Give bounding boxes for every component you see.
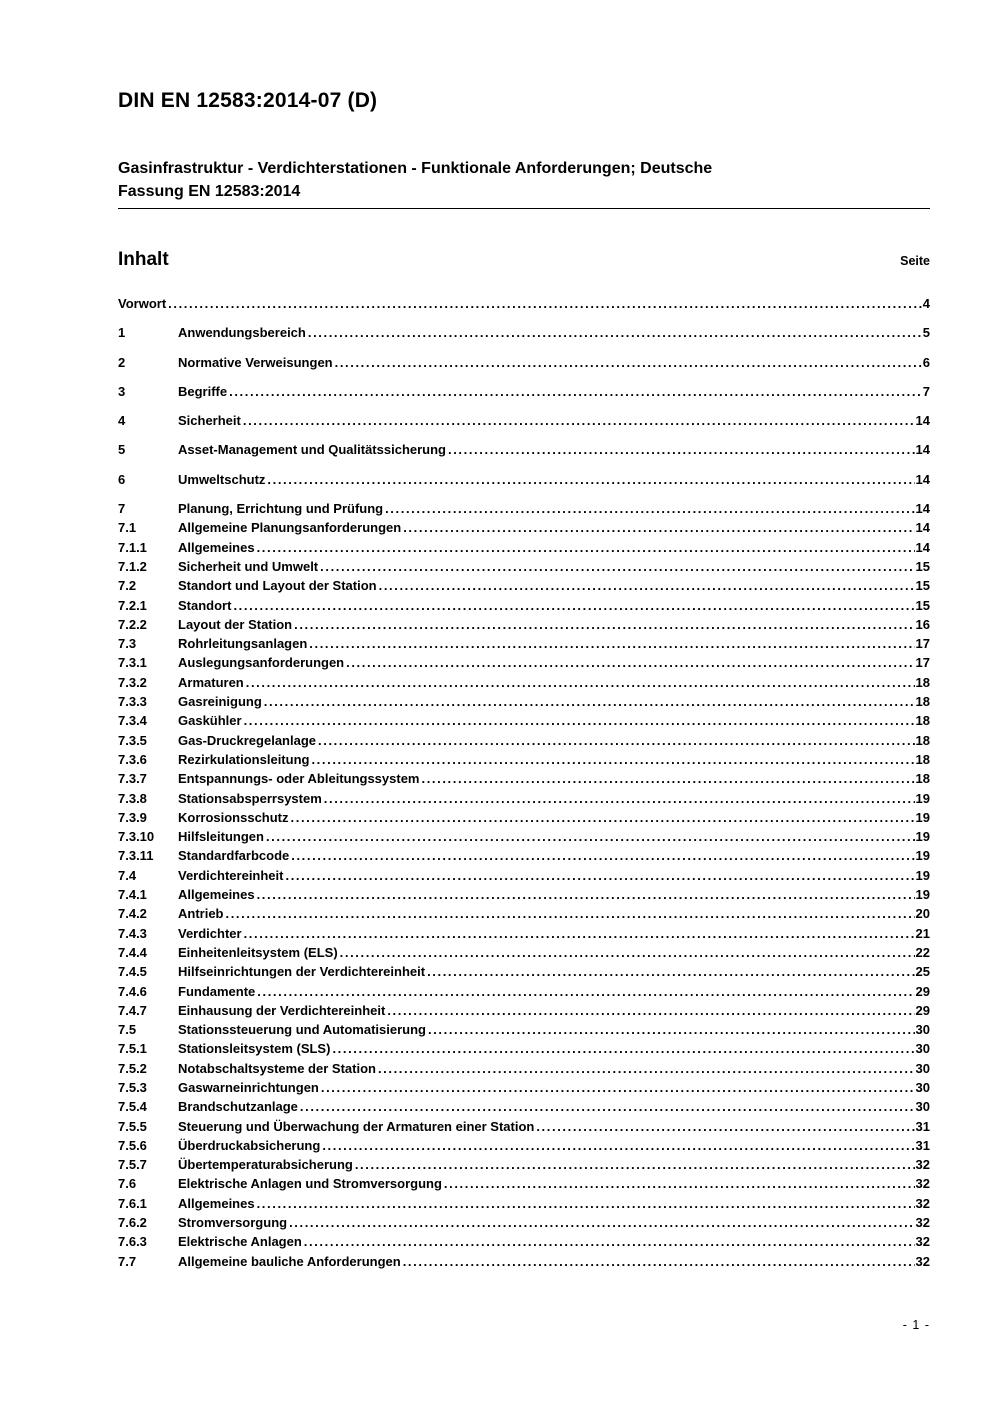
toc-entry-title: Asset-Management und Qualitätssicherung <box>178 442 446 458</box>
toc-dot-leader <box>428 1020 915 1039</box>
toc-dot-leader <box>243 411 915 430</box>
toc-entry-page: 18 <box>915 694 930 710</box>
page-number-footer: - 1 - <box>902 1318 930 1332</box>
toc-list <box>118 294 930 1271</box>
toc-entry-number: 7.1.1 <box>118 539 147 555</box>
toc-entry-number: 7.2.2 <box>118 616 147 632</box>
toc-entry-title: Rohrleitungsanlagen <box>178 636 308 652</box>
document-title: DIN EN 12583:2014-07 (D) <box>118 89 378 112</box>
document-subtitle <box>118 157 930 203</box>
toc-entry-title: Allgemeines <box>178 1195 255 1211</box>
toc-entry-number: 7.4.4 <box>118 944 147 960</box>
toc-entry <box>118 1252 930 1271</box>
toc-entry-title: Brandschutzanlage <box>178 1099 298 1115</box>
toc-entry-number: 7.5 <box>118 1022 137 1038</box>
toc-entry <box>118 294 930 313</box>
toc-entry-number: 3 <box>118 383 126 399</box>
toc-header <box>118 248 930 271</box>
toc-entry-page: 14 <box>915 501 930 517</box>
toc-entry-number: 5 <box>118 442 126 458</box>
toc-entry <box>118 499 930 518</box>
toc-entry-title: Allgemeine bauliche Anforderungen <box>178 1253 401 1269</box>
toc-entry-title: Einhausung der Verdichtereinheit <box>178 1002 386 1018</box>
toc-entry-page: 14 <box>915 539 930 555</box>
toc-entry <box>118 634 930 653</box>
toc-entry-page: 19 <box>915 867 930 883</box>
toc-entry-page: 19 <box>915 790 930 806</box>
toc-dot-leader <box>257 885 915 904</box>
toc-entry <box>118 1020 930 1039</box>
toc-dot-leader <box>311 750 914 769</box>
toc-entry-title: Anwendungsbereich <box>178 325 306 341</box>
toc-entry-title: Begriffe <box>178 383 228 399</box>
toc-entry-page: 29 <box>915 983 930 999</box>
toc-entry-title: Allgemeines <box>178 539 255 555</box>
toc-dot-leader <box>340 943 915 962</box>
toc-entry-page: 14 <box>915 520 930 536</box>
toc-entry <box>118 576 930 595</box>
toc-entry <box>118 323 930 342</box>
toc-entry-page: 30 <box>915 1079 930 1095</box>
toc-entry <box>118 827 930 846</box>
toc-entry-number: 7.4.1 <box>118 887 147 903</box>
toc-entry-number: 7.3.1 <box>118 655 147 671</box>
toc-dot-leader <box>403 518 914 537</box>
toc-entry <box>118 1194 930 1213</box>
toc-dot-leader <box>257 1194 915 1213</box>
toc-dot-leader <box>536 1117 914 1136</box>
toc-entry <box>118 382 930 401</box>
toc-entry-title: Verdichter <box>178 925 242 941</box>
toc-entry-page: 14 <box>915 442 930 458</box>
header-rule <box>118 208 930 209</box>
toc-entry-title: Standort und Layout der Station <box>178 578 377 594</box>
toc-entry-page: 18 <box>915 713 930 729</box>
toc-entry-title: Stationsleitsystem (SLS) <box>178 1041 331 1057</box>
toc-entry-page: 32 <box>915 1157 930 1173</box>
toc-entry-page: 14 <box>915 471 930 487</box>
toc-entry-page: 32 <box>915 1195 930 1211</box>
toc-entry-number: 2 <box>118 354 126 370</box>
toc-entry-number: 7.5.2 <box>118 1060 147 1076</box>
toc-entry-number: 7.1.2 <box>118 558 147 574</box>
toc-dot-leader <box>285 866 914 885</box>
toc-entry-title: Stationsabsperrsystem <box>178 790 322 806</box>
toc-dot-leader <box>257 982 914 1001</box>
toc-entry-number: 7.6 <box>118 1176 137 1192</box>
toc-entry <box>118 808 930 827</box>
toc-dot-leader <box>266 827 915 846</box>
toc-entry <box>118 962 930 981</box>
toc-entry <box>118 1174 930 1193</box>
toc-entry-number: 7.3.5 <box>118 732 147 748</box>
toc-entry <box>118 731 930 750</box>
toc-entry-page: 19 <box>915 848 930 864</box>
toc-dot-leader <box>335 353 922 372</box>
toc-entry-page: 6 <box>922 354 930 370</box>
toc-entry-title: Antrieb <box>178 906 224 922</box>
toc-dot-leader <box>355 1155 915 1174</box>
toc-entry-page: 32 <box>915 1215 930 1231</box>
toc-dot-leader <box>168 294 922 313</box>
toc-entry-number: 7.3.9 <box>118 809 147 825</box>
toc-entry <box>118 470 930 489</box>
toc-entry-number: 7.3.8 <box>118 790 147 806</box>
toc-entry-title: Hilfsleitungen <box>178 829 264 845</box>
toc-entry-number: 7.4.7 <box>118 1002 147 1018</box>
toc-entry-page: 25 <box>915 964 930 980</box>
toc-entry-number: 4 <box>118 413 126 429</box>
toc-entry-number: 7.3.7 <box>118 771 147 787</box>
toc-entry-number: 6 <box>118 471 126 487</box>
toc-entry <box>118 653 930 672</box>
toc-entry-title: Gas-Druckregelanlage <box>178 732 317 748</box>
toc-heading: Inhalt <box>118 249 169 270</box>
toc-entry-page: 19 <box>915 809 930 825</box>
toc-dot-leader <box>387 1001 914 1020</box>
toc-entry <box>118 789 930 808</box>
toc-entry-title: Fundamente <box>178 983 256 999</box>
toc-entry-number: 7.4.2 <box>118 906 147 922</box>
toc-entry-number: 7.3.3 <box>118 694 147 710</box>
toc-entry-number: 7 <box>118 501 126 517</box>
toc-dot-leader <box>264 692 915 711</box>
toc-entry <box>118 866 930 885</box>
toc-entry-page: 30 <box>915 1022 930 1038</box>
toc-entry <box>118 353 930 372</box>
toc-entry <box>118 1001 930 1020</box>
toc-entry-title: Entspannungs- oder Ableitungssystem <box>178 771 420 787</box>
toc-entry-page: 5 <box>922 325 930 341</box>
toc-entry <box>118 904 930 923</box>
toc-entry-number: 7.3.10 <box>118 829 155 845</box>
toc-entry-title: Stromversorgung <box>178 1215 288 1231</box>
toc-entry-page: 15 <box>915 597 930 613</box>
toc-entry-page: 22 <box>915 944 930 960</box>
toc-dot-leader <box>320 557 914 576</box>
toc-entry-title: Vorwort <box>118 296 167 311</box>
toc-dot-leader <box>422 769 915 788</box>
toc-entry-number: 7.3 <box>118 636 137 652</box>
toc-entry-number: 7.4 <box>118 867 137 883</box>
toc-entry-title: Verdichtereinheit <box>178 867 284 883</box>
toc-dot-leader <box>244 924 915 943</box>
toc-entry <box>118 411 930 430</box>
toc-entry-title: Normative Verweisungen <box>178 354 333 370</box>
toc-dot-leader <box>322 1136 914 1155</box>
toc-entry-number: 7.6.3 <box>118 1234 147 1250</box>
toc-entry <box>118 673 930 692</box>
toc-dot-leader <box>385 499 914 518</box>
toc-entry-title: Standort <box>178 597 232 613</box>
toc-entry-number: 7.5.3 <box>118 1079 147 1095</box>
toc-entry-number: 7.5.4 <box>118 1099 147 1115</box>
toc-entry-number: 7.6.1 <box>118 1195 147 1211</box>
toc-entry-title: Stationssteuerung und Automatisierung <box>178 1022 426 1038</box>
toc-entry-title: Notabschaltsysteme der Station <box>178 1060 376 1076</box>
toc-dot-leader <box>324 789 915 808</box>
toc-entry-page: 18 <box>915 751 930 767</box>
toc-entry-page: 18 <box>915 674 930 690</box>
toc-dot-leader <box>226 904 915 923</box>
toc-entry-page: 30 <box>915 1060 930 1076</box>
toc-entry-page: 29 <box>915 1002 930 1018</box>
toc-entry <box>118 711 930 730</box>
toc-entry-title: Allgemeines <box>178 887 255 903</box>
toc-entry-number: 7.5.5 <box>118 1118 147 1134</box>
toc-entry-title: Gaskühler <box>178 713 242 729</box>
toc-entry-page: 19 <box>915 829 930 845</box>
toc-entry-title: Elektrische Anlagen <box>178 1234 302 1250</box>
toc-entry-title: Gaswarneinrichtungen <box>178 1079 319 1095</box>
toc-entry <box>118 1155 930 1174</box>
toc-entry-title: Übertemperaturabsicherung <box>178 1157 353 1173</box>
toc-entry-title: Planung, Errichtung und Prüfung <box>178 501 384 517</box>
toc-entry-number: 7.5.1 <box>118 1041 147 1057</box>
toc-entry-number: 7.2.1 <box>118 597 147 613</box>
toc-entry <box>118 440 930 459</box>
toc-entry <box>118 1232 930 1251</box>
toc-dot-leader <box>291 808 915 827</box>
toc-entry-page: 16 <box>915 616 930 632</box>
toc-entry-number: 1 <box>118 325 126 341</box>
toc-entry <box>118 596 930 615</box>
toc-entry <box>118 615 930 634</box>
toc-entry <box>118 846 930 865</box>
toc-entry-number: 7.1 <box>118 520 137 536</box>
toc-entry-title: Allgemeine Planungsanforderungen <box>178 520 402 536</box>
toc-dot-leader <box>291 846 914 865</box>
toc-entry-number: 7.3.6 <box>118 751 147 767</box>
toc-entry-number: 7.2 <box>118 578 137 594</box>
toc-entry-number: 7.5.7 <box>118 1157 147 1173</box>
toc-entry-title: Korrosionsschutz <box>178 809 289 825</box>
toc-dot-leader <box>244 711 915 730</box>
toc-entry-page: 32 <box>915 1234 930 1250</box>
toc-dot-leader <box>448 440 915 459</box>
toc-entry-page: 19 <box>915 887 930 903</box>
toc-entry-page: 31 <box>915 1118 930 1134</box>
toc-entry <box>118 769 930 788</box>
toc-entry <box>118 750 930 769</box>
toc-entry-number: 7.3.2 <box>118 674 147 690</box>
toc-entry <box>118 924 930 943</box>
toc-dot-leader <box>318 731 915 750</box>
toc-entry-page: 20 <box>915 906 930 922</box>
toc-entry <box>118 943 930 962</box>
toc-entry-number: 7.3.4 <box>118 713 147 729</box>
toc-entry-title: Steuerung und Überwachung der Armaturen einer Station <box>178 1118 535 1134</box>
toc-dot-leader <box>294 615 914 634</box>
toc-entry-page: 15 <box>915 578 930 594</box>
toc-entry <box>118 1059 930 1078</box>
toc-entry-number: 7.4.5 <box>118 964 147 980</box>
toc-dot-leader <box>308 323 922 342</box>
toc-entry-page: 31 <box>915 1137 930 1153</box>
toc-entry-page: 18 <box>915 771 930 787</box>
toc-entry <box>118 538 930 557</box>
toc-entry-title: Layout der Station <box>178 616 293 632</box>
toc-entry-title: Elektrische Anlagen und Stromversorgung <box>178 1176 442 1192</box>
toc-dot-leader <box>378 1059 915 1078</box>
toc-entry-title: Hilfseinrichtungen der Verdichtereinheit <box>178 964 426 980</box>
toc-entry-number: 7.5.6 <box>118 1137 147 1153</box>
toc-entry <box>118 518 930 537</box>
toc-entry-page: 7 <box>922 383 930 399</box>
toc-entry-page: 15 <box>915 558 930 574</box>
toc-entry-number: 7.7 <box>118 1253 137 1269</box>
toc-dot-leader <box>267 470 914 489</box>
toc-entry-title: Standardfarbcode <box>178 848 290 864</box>
toc-dot-leader <box>309 634 914 653</box>
toc-entry-page: 18 <box>915 732 930 748</box>
toc-entry-page: 4 <box>922 296 930 311</box>
toc-entry <box>118 1097 930 1116</box>
toc-entry <box>118 557 930 576</box>
toc-entry-title: Auslegungsanforderungen <box>178 655 345 671</box>
toc-dot-leader <box>332 1039 914 1058</box>
toc-dot-leader <box>289 1213 914 1232</box>
toc-entry-title: Sicherheit <box>178 413 241 429</box>
document-subtitle-line-2: Fassung EN 12583:2014 <box>118 183 301 200</box>
toc-entry-title: Armaturen <box>178 674 244 690</box>
toc-entry-page: 30 <box>915 1041 930 1057</box>
toc-entry <box>118 1213 930 1232</box>
toc-entry <box>118 692 930 711</box>
toc-entry-title: Einheitenleitsystem (ELS) <box>178 944 338 960</box>
toc-dot-leader <box>300 1097 915 1116</box>
toc-dot-leader <box>444 1174 915 1193</box>
toc-entry-page: 14 <box>915 413 930 429</box>
document-subtitle-line-1: Gasinfrastruktur - Verdichterstationen - Funktionale Anforderungen; Deutsche <box>118 160 713 177</box>
toc-dot-leader <box>403 1252 915 1271</box>
toc-dot-leader <box>229 382 922 401</box>
toc-entry-number: 7.4.6 <box>118 983 147 999</box>
toc-entry-page: 21 <box>915 925 930 941</box>
toc-entry-page: 32 <box>915 1176 930 1192</box>
toc-entry-title: Sicherheit und Umwelt <box>178 558 319 574</box>
toc-entry-number: 7.6.2 <box>118 1215 147 1231</box>
toc-dot-leader <box>321 1078 915 1097</box>
toc-entry-title: Rezirkulationsleitung <box>178 751 310 767</box>
toc-entry-page: 30 <box>915 1099 930 1115</box>
toc-dot-leader <box>304 1232 915 1251</box>
toc-entry-page: 17 <box>915 636 930 652</box>
page-column-label: Seite <box>900 254 930 268</box>
toc-dot-leader <box>427 962 914 981</box>
toc-entry <box>118 982 930 1001</box>
toc-entry <box>118 1117 930 1136</box>
toc-entry-title: Gasreinigung <box>178 694 262 710</box>
toc-entry-page: 32 <box>915 1253 930 1269</box>
toc-entry-title: Umweltschutz <box>178 471 266 487</box>
toc-dot-leader <box>246 673 915 692</box>
toc-dot-leader <box>346 653 914 672</box>
toc-entry <box>118 1136 930 1155</box>
toc-entry-page: 17 <box>915 655 930 671</box>
toc-dot-leader <box>233 596 914 615</box>
toc-entry <box>118 1078 930 1097</box>
toc-dot-leader <box>257 538 915 557</box>
toc-entry-number: 7.3.11 <box>118 848 154 864</box>
toc-entry <box>118 1039 930 1058</box>
toc-dot-leader <box>379 576 915 595</box>
toc-entry-number: 7.4.3 <box>118 925 147 941</box>
toc-entry <box>118 885 930 904</box>
toc-entry-title: Überdruckabsicherung <box>178 1137 321 1153</box>
